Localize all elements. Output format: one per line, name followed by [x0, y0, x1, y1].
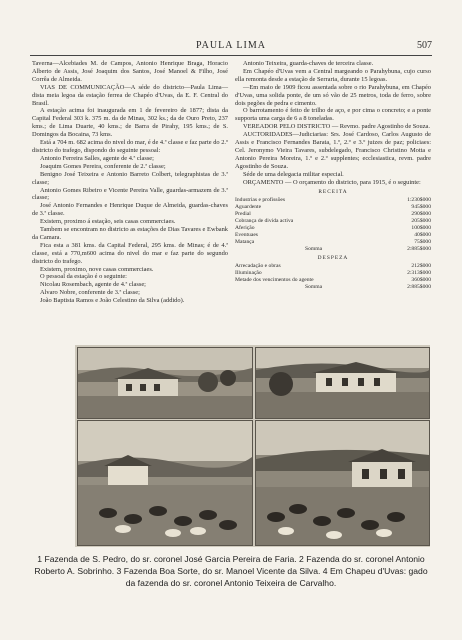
paragraph: Existem, proximo á estação, seis casas commerciaes. — [40, 218, 176, 226]
budget-row-value: 40$000 — [414, 231, 431, 238]
receita-total-value: 2:885$000 — [407, 245, 431, 252]
receita-total-label: Somma — [305, 245, 323, 252]
paragraph: Benigno José Teixeira e Antonio Barreto Colbert, telegraphistas de 3.ª classe; — [32, 170, 228, 186]
budget-row — [235, 204, 431, 211]
budget-row-label: Eventuaes — [235, 231, 258, 238]
paragraph: A estação acima foi inaugurada em 1 de fevereiro de 1877; dista da Capital Federal 303 k. 375 m. da de Minas, 302 ks.; da de Ouro Preto, 237 kms.; de Lima Duarte, 40 kms.; de Barra de Pirahy, 195 kms.; de S. Domingos da Bocaina, 73 kms. — [32, 107, 228, 139]
budget-row-label: Arrecadação e obras — [235, 262, 281, 269]
paragraph: Antonio Teixeira, guarda-chaves de terceira classe. — [243, 60, 374, 67]
photo-fazenda-antonio-roberto — [255, 347, 430, 419]
budget-row-label: Cobrança de divida activa — [235, 217, 294, 224]
left-column — [32, 60, 228, 305]
photo-fazenda-boa-sorte — [77, 420, 253, 546]
header-rule — [30, 55, 432, 56]
despeza-total-row — [235, 284, 431, 291]
receita-rows — [235, 197, 431, 246]
budget-row-label: Illuminação — [235, 269, 262, 276]
photo-caption: 1 Fazenda de S. Pedro, do sr. coronel José Garcia Pereira de Faria. 2 Fazenda do sr. coronel Antonio Roberto A. Sobrinho. 3 Fazenda Boa Sorte, do sr. Manoel Vicente da Silva. 4 Em Chapeu d'Uvas: gado da fazenda do sr. coronel Antonio Teixeira de Carvalho. — [34, 554, 428, 588]
budget-row — [235, 218, 431, 225]
budget-row — [235, 277, 431, 284]
budget-row-value: 360$000 — [411, 276, 431, 283]
paragraph: Existem, proximo, nove casas commerciaes. — [40, 265, 154, 273]
receita-total-row — [235, 246, 431, 253]
photo-collage — [75, 345, 430, 547]
paragraph: VEREADOR PELO DISTRICTO — Revmo. padre Agostinho de Souza. — [243, 123, 430, 131]
paragraph: Séde de uma delegacia militar especial. — [243, 170, 344, 178]
right-paragraphs — [235, 60, 431, 187]
paragraph: Taverna—Alcebiades M. de Campos, Antonio Henrique Braga, Horacio Alberto de Assis, José Joaquim dos Santos, José Manoel & Filho, José Corrêa de Almeida. — [32, 60, 228, 83]
budget-row-label: Predial — [235, 210, 251, 217]
paragraph: AUCTORIDADES—Judiciarias: Srs. José Cardoso, Carlos Augusto de Assis e Francisco Fernandes Barata, 1.º, 2.º e 3.º juizes de paz; policiaes: Cel. Jeronymo Vieira Tavares, subdelegado, Francisco Christino Motta e Antonio Pereira Moreira, 1.º e 2.º supplentes; ecclesiastica, revm. padre Agostinho de Souza. — [235, 131, 431, 170]
budget-row-value: 2:313$000 — [407, 269, 431, 276]
budget-row — [235, 270, 431, 277]
budget-row-value: 205$000 — [411, 217, 431, 224]
paragraph: Nicolau Rosembach, agente de 4.ª classe; — [40, 281, 146, 289]
budget-row — [235, 263, 431, 270]
paragraph: O pessoal da estação é o seguinte: — [40, 273, 127, 281]
page-number: 507 — [417, 40, 432, 51]
budget-row — [235, 232, 431, 239]
despeza-rows — [235, 263, 431, 284]
paragraph: Joaquim Gomes Pereira, conferente de 2.ª classe; — [40, 162, 166, 170]
paragraph: —Em maio de 1909 ficou assentada sobre o rio Parahybuna, em Chapéo d'Uvas, uma solida ponte, de um só vão de 25 metros, toda de ferro, sobre dois pegões de pedra e cimento. — [235, 83, 431, 107]
paragraph: Antonio Gomes Ribeiro e Vicente Pereira Valle, guardas-armazem de 3.ª classe; — [32, 186, 228, 202]
despeza-total-value: 2:885$000 — [407, 283, 431, 290]
budget-row — [235, 239, 431, 246]
despeza-total-label: Somma — [305, 283, 323, 290]
budget-row-value: 290$000 — [411, 210, 431, 217]
right-column — [235, 60, 431, 291]
receita-heading: RECEITA — [318, 188, 348, 195]
budget-row-value: 1:230$000 — [407, 196, 431, 203]
budget-row-value: 212$000 — [411, 262, 431, 269]
paragraph: João Baptista Ramos e João Celestino da Silva (addido). — [40, 297, 185, 305]
budget-row-value: 75$000 — [414, 238, 431, 245]
budget-row — [235, 211, 431, 218]
page-header — [30, 40, 432, 54]
photo-chapeu-duvas-gado — [255, 420, 430, 546]
budget-row-value: 945$000 — [411, 203, 431, 210]
budget-row-label: Metade dos vencimentos do agente — [235, 276, 314, 283]
paragraph: Está a 704 m. 682 acima do nivel do mar, é de 4.ª classe e faz parte do 2.º districto do trafego, dispondo do seguinte pessoal: — [32, 139, 228, 154]
paragraph: Em Chapéo d'Uvas vem a Central margeando o Parahybuna, cujo curso ella remonta desde a estação de Serraria, durante 15 legoas. — [235, 67, 431, 83]
budget-row-label: Aguardente — [235, 203, 262, 210]
budget-row — [235, 197, 431, 204]
paragraph: José Antonio Fernandes e Henrique Duque de Almeida, guardas-chaves de 3.ª classe. — [32, 202, 228, 218]
budget-row — [235, 225, 431, 232]
budget-row-label: Aferição — [235, 224, 255, 231]
despeza-heading: DESPEZA — [317, 254, 349, 261]
photo-fazenda-sao-pedro — [77, 347, 253, 419]
page-title: PAULA LIMA — [196, 40, 266, 51]
paragraph: O barrotamento é feito de trilho de aço, e por cima o concreto; e a ponte supporta uma carga de 6 a 8 toneladas. — [235, 107, 431, 123]
budget-table — [235, 189, 431, 291]
paragraph: Tambem se encontram no districto as estações de Dias Tavares e Ewbank da Camara. — [32, 226, 228, 241]
budget-row-label: Industrias e profissões — [235, 196, 286, 203]
paragraph: Fica esta a 381 kms. da Capital Federal, 295 kms. de Minas; é de 4.ª classe, está a 770,m600 acima do nivel do mar e faz parte do segundo districto do trafego. — [32, 241, 228, 265]
budget-row-value: 100$000 — [411, 224, 431, 231]
paragraph: Alvaro Nobre, conferente de 3.ª classe; — [40, 289, 140, 297]
paragraph: ORÇAMENTO — O orçamento do districto, para 1915, é o seguinte: — [243, 178, 421, 186]
paragraph: Antonio Ferreira Salles, agente de 4.ª classe; — [40, 154, 154, 162]
paragraph: VIAS DE COMMUNICAÇÃO—A séde do districto—Paula Lima—dista meia legoa da estação ferrea de Chapéo d'Uvas, da E. F. Central do Brasil. — [32, 83, 228, 107]
budget-row-label: Matança — [235, 238, 255, 245]
